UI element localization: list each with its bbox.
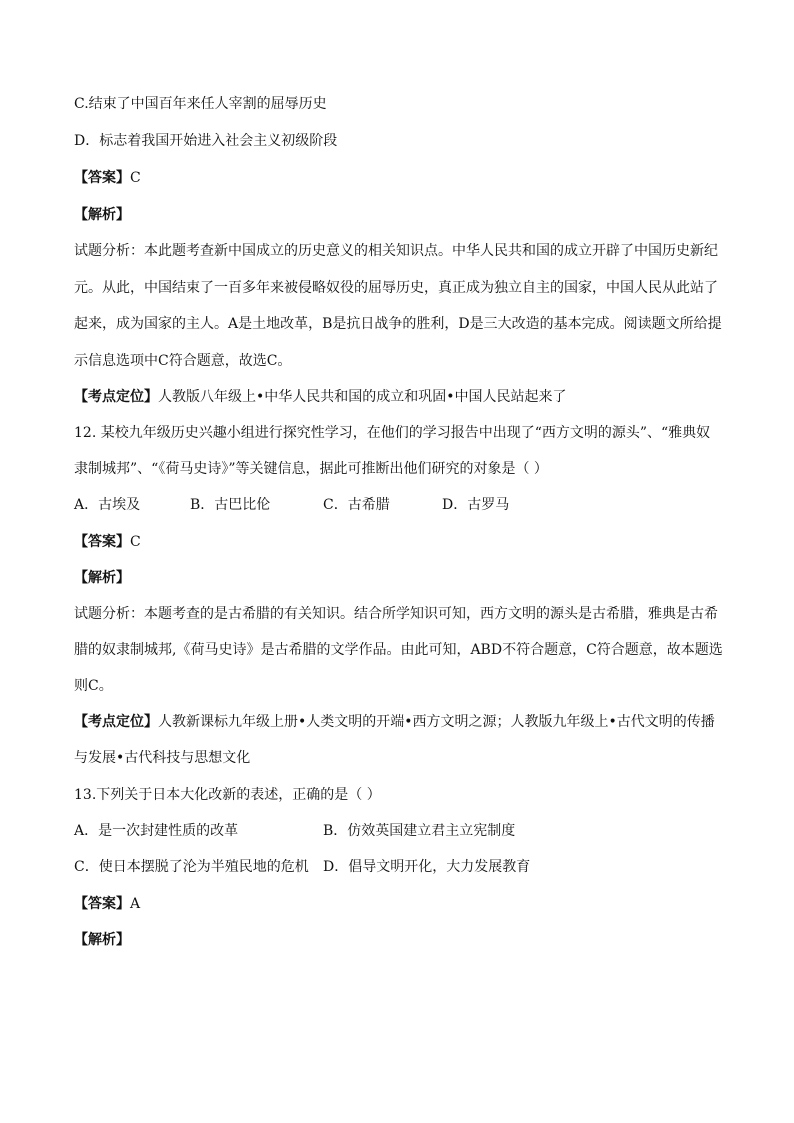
kaodian-text: 人教版八年级上•中华人民共和国的成立和巩固•中国人民站起来了 <box>158 389 567 405</box>
q12-answer <box>74 533 141 551</box>
q11-option-d: D．标志着我国开始进入社会主义初级阶段 <box>74 133 338 149</box>
q12-option-a: A．古埃及 <box>74 497 141 513</box>
q12-analysis-line: 腊的奴隶制城邦,《荷马史诗》是古希腊的文学作品。由此可知，ABD不符合题意，C符合题意，故本题选 <box>74 642 723 658</box>
q12-question-line: 12. 某校九年级历史兴趣小组进行探究性学习，在他们的学习报告中出现了“西方文明的源头”、“雅典奴 <box>74 425 711 441</box>
q13-analysis-tag: 【解析】 <box>74 932 130 948</box>
kaodian-tag: 【考点定位】 <box>74 389 158 405</box>
q12-kaodian-line: 与发展•古代科技与思想文化 <box>74 750 251 766</box>
q13-question: 13.下列关于日本大化改新的表述，正确的是（ ） <box>74 787 381 803</box>
answer-value: A <box>130 896 141 912</box>
answer-tag: 【答案】 <box>74 534 130 550</box>
q11-analysis-line: 起来，成为国家的主人。A是土地改革，B是抗日战争的胜利，D是三大改造的基本完成。阅读题文所给提 <box>74 316 722 332</box>
kaodian-tag: 【考点定位】 <box>74 714 158 730</box>
q11-analysis-line: 试题分析：本此题考查新中国成立的历史意义的相关知识点。中华人民共和国的成立开辟了中国历史新纪 <box>74 243 718 259</box>
q13-option-a: A．是一次封建性质的改革 <box>74 823 239 839</box>
q11-answer <box>74 169 141 187</box>
answer-value: C <box>130 170 141 186</box>
q11-analysis-tag: 【解析】 <box>74 207 130 223</box>
answer-tag: 【答案】 <box>74 896 130 912</box>
answer-tag: 【答案】 <box>74 170 130 186</box>
q11-option-c: C.结束了中国百年来任人宰割的屈辱历史 <box>74 96 327 112</box>
q12-analysis-line: 则C。 <box>74 678 113 694</box>
q12-analysis-tag: 【解析】 <box>74 570 130 586</box>
q12-kaodian <box>74 713 715 731</box>
q12-analysis-line: 试题分析：本题考查的是古希腊的有关知识。结合所学知识可知，西方文明的源头是古希腊，雅典是古希 <box>74 606 718 622</box>
answer-value: C <box>130 534 141 550</box>
kaodian-text: 人教新课标九年级上册•人类文明的开端•西方文明之源；人教版九年级上•古代文明的传播 <box>158 714 715 730</box>
q13-option-c: C．使日本摆脱了沦为半殖民地的危机 <box>74 859 309 875</box>
q12-option-c: C．古希腊 <box>323 497 390 513</box>
q11-analysis-line: 元。从此，中国结束了一百多年来被侵略奴役的屈辱历史，真正成为独立自主的国家，中国人民从此站了 <box>74 280 718 296</box>
q12-option-d: D．古罗马 <box>442 497 510 513</box>
q12-option-b: B．古巴比伦 <box>190 497 271 513</box>
q12-question-line: 隶制城邦”、“《荷马史诗》”等关键信息，据此可推断出他们研究的对象是（ ） <box>74 461 548 477</box>
q11-analysis-line: 示信息选项中C符合题意，故选C。 <box>74 353 292 369</box>
q11-kaodian <box>74 388 567 406</box>
q13-answer <box>74 895 140 913</box>
q13-option-d: D．倡导文明开化，大力发展教育 <box>323 859 531 875</box>
q13-option-b: B．仿效英国建立君主立宪制度 <box>323 823 516 839</box>
